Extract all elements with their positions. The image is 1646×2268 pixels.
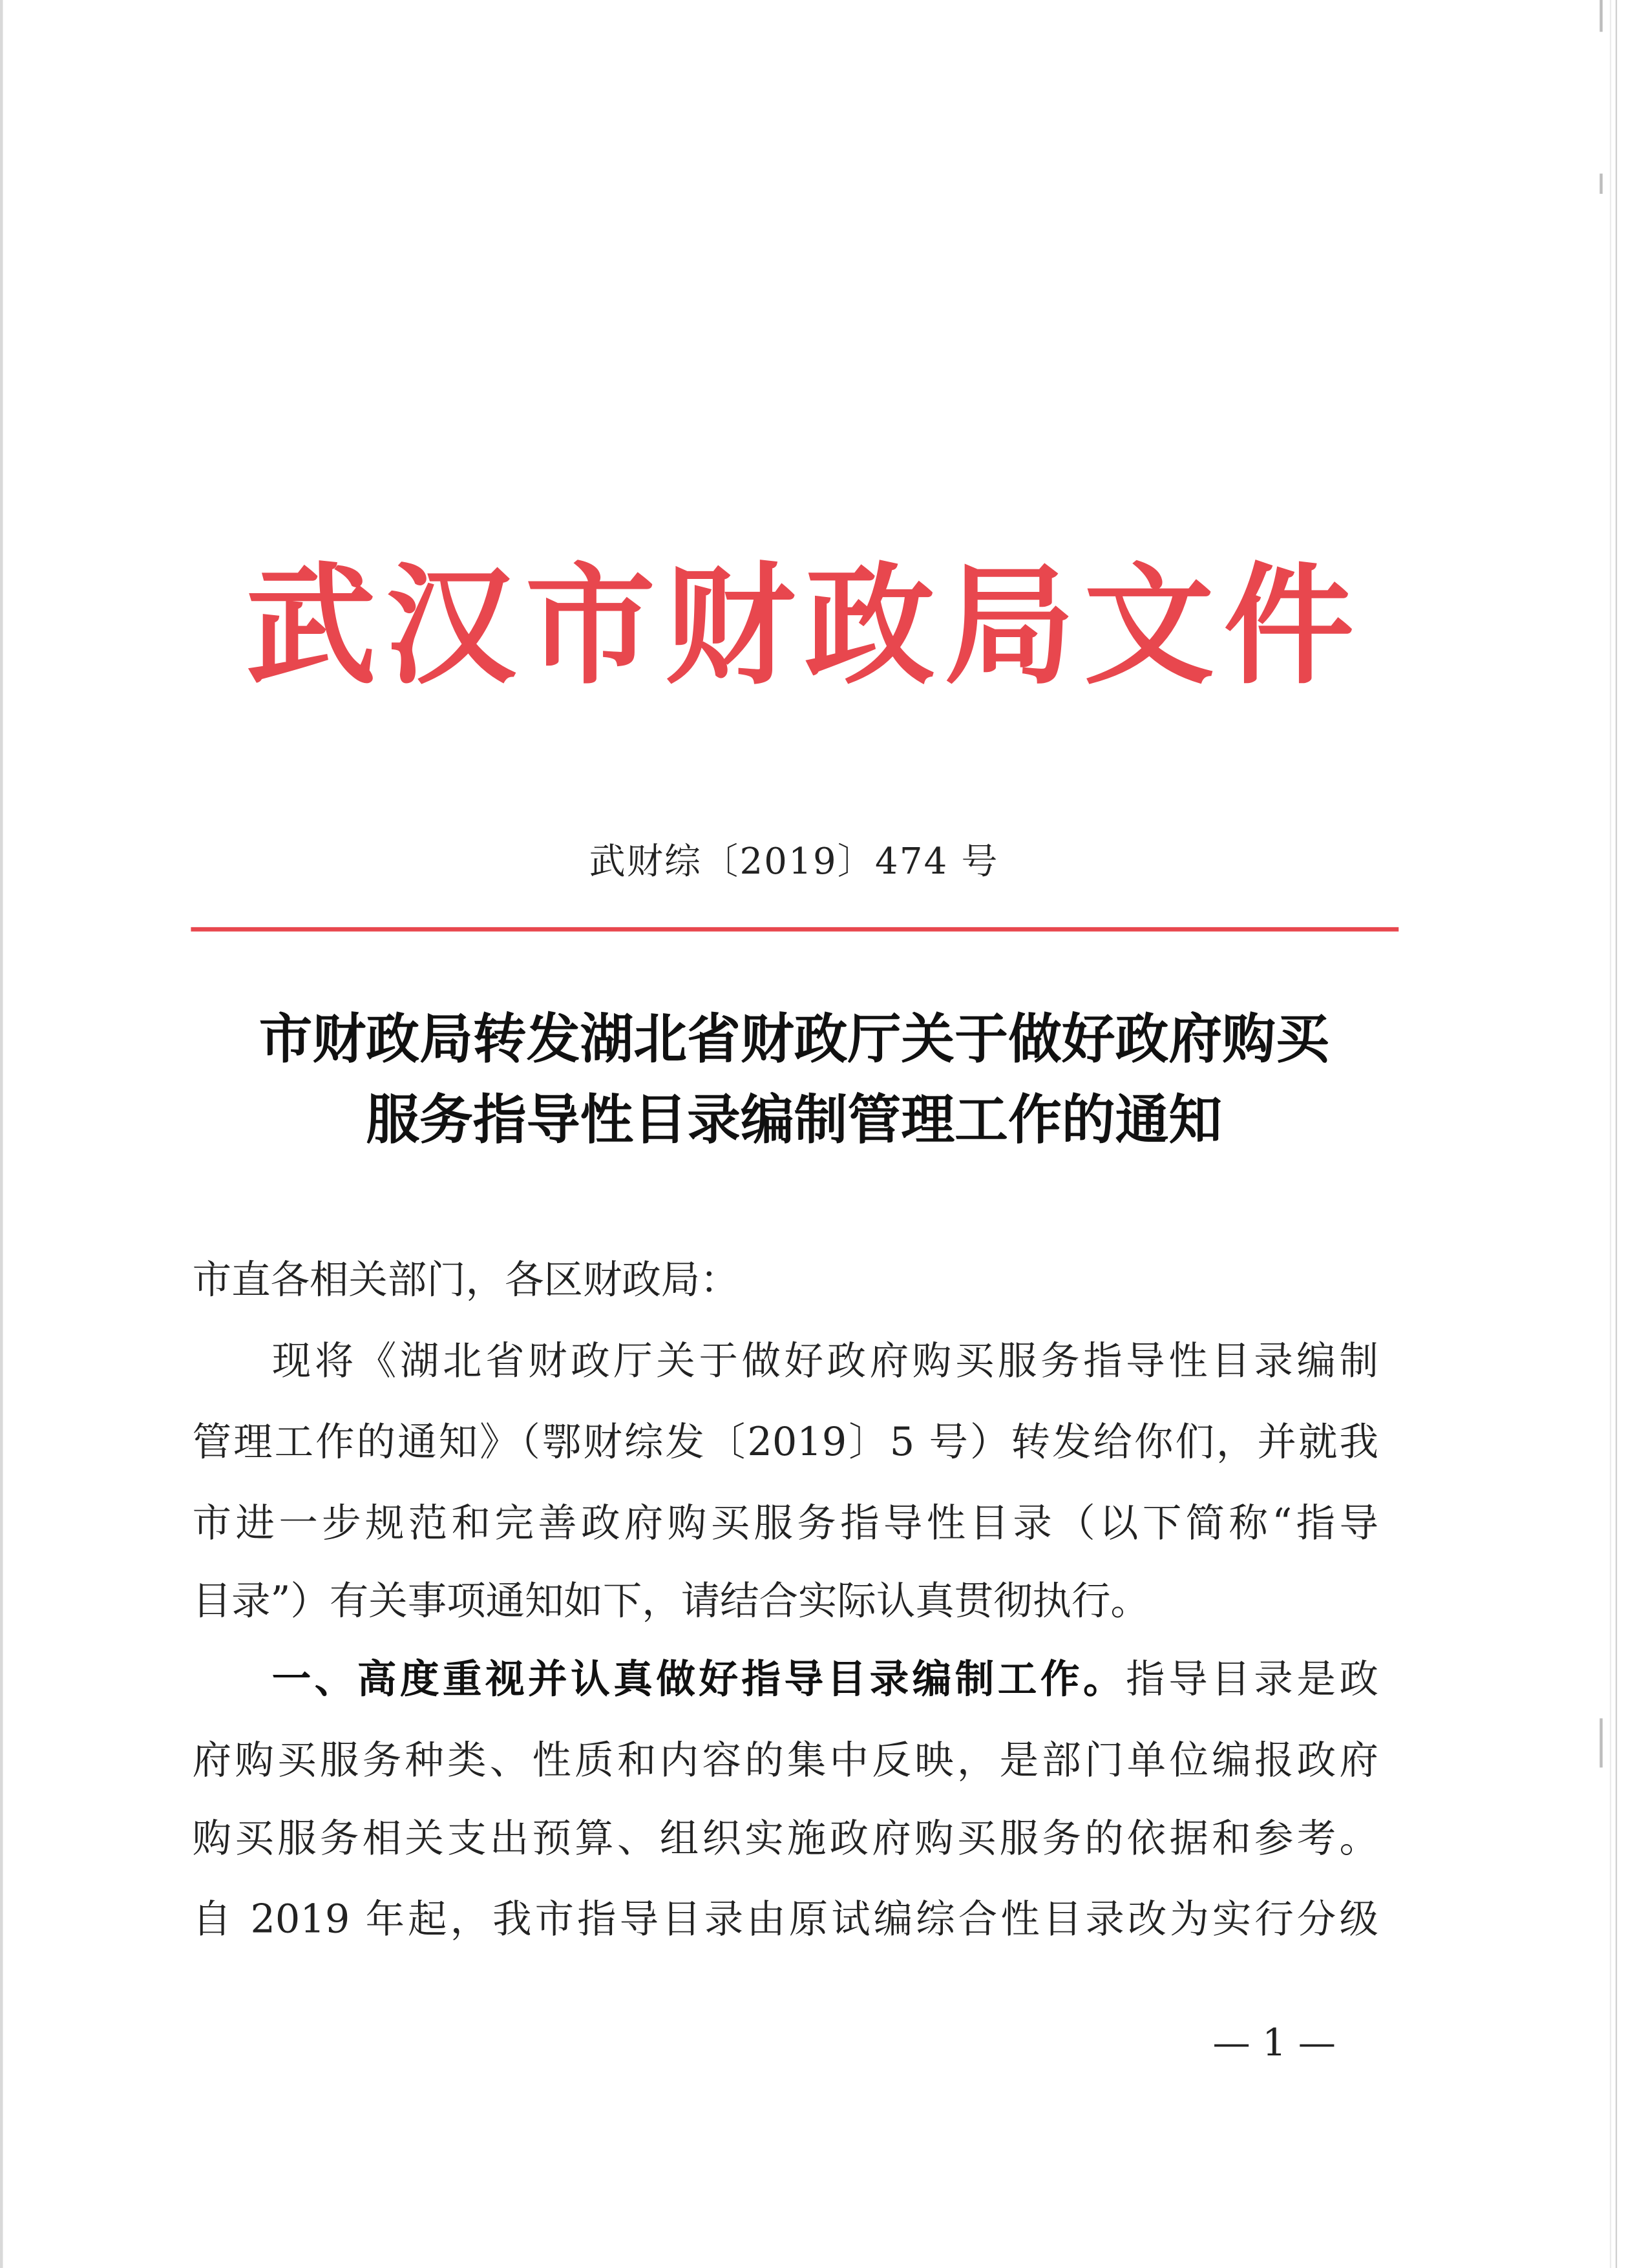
red-divider-line — [191, 927, 1398, 932]
section-1-heading: 一、高度重视并认真做好指导目录编制工作。 — [271, 1657, 1126, 1703]
document-title — [145, 998, 1444, 1160]
masthead-title: 武汉市财政局文件 — [246, 549, 1360, 703]
paragraph-line: 管理工作的通知》（鄂财综发〔2019〕5 号）转发给你们，并就我 — [192, 1420, 1378, 1465]
section-1-first-line — [272, 1649, 1378, 1712]
scan-mark — [1599, 0, 1602, 32]
paragraph-line: 现将《湖北省财政厅关于做好政府购买服务指导性目录编制 — [271, 1339, 1378, 1385]
section-1-text: 指导目录是政 — [1126, 1657, 1378, 1703]
scan-mark — [1599, 174, 1602, 194]
paragraph-line: 目录”）有关事项通知如下，请结合实际认真贯彻执行。 — [192, 1579, 1150, 1624]
page-number: — 1 — — [1212, 2022, 1336, 2066]
paragraph-line: 府购买服务种类、性质和内容的集中反映，是部门单位编报政府 — [192, 1738, 1378, 1784]
paragraph-line: 市进一步规范和完善政府购买服务指导性目录（以下简称“指导 — [192, 1501, 1378, 1546]
paragraph-line: 自 2019 年起，我市指导目录由原试编综合性目录改为实行分级 — [192, 1897, 1378, 1943]
document-title-line-2: 服务指导性目录编制管理工作的通知 — [366, 1087, 1223, 1151]
scan-edge-shadow — [1610, 0, 1611, 2268]
paragraph-line: 购买服务相关支出预算、组织实施政府购买服务的依据和参考。 — [192, 1816, 1378, 1862]
scan-edge-left — [0, 0, 3, 2268]
scan-mark — [1599, 1718, 1602, 1767]
scan-edge-right — [1616, 0, 1617, 2268]
document-title-line-1: 市财政局转发湖北省财政厅关于做好政府购买 — [259, 1006, 1329, 1071]
document-number: 武财综〔2019〕474 号 — [589, 840, 999, 883]
salutation: 市直各相关部门，各区财政局： — [192, 1258, 739, 1303]
